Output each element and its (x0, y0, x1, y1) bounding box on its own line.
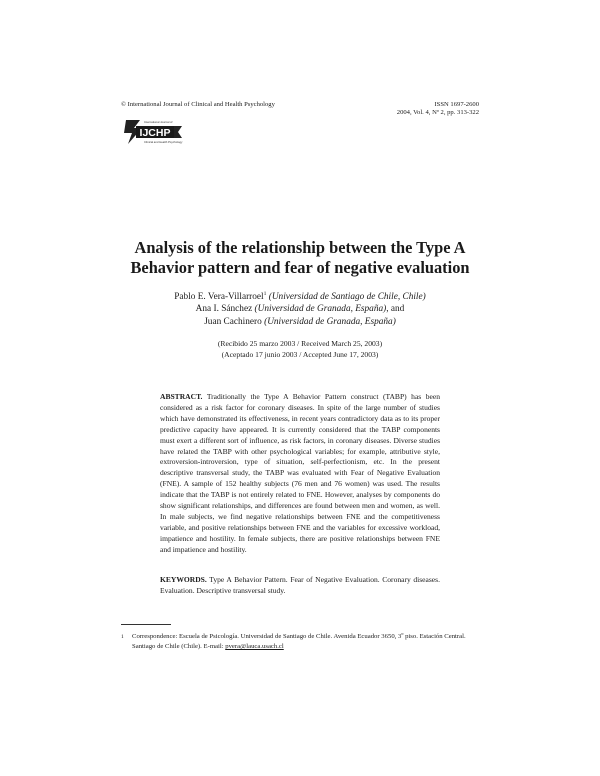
footnote-mark: 1 (263, 290, 267, 297)
journal-header: © International Journal of Clinical and Health Psychology (121, 101, 275, 108)
volume-info: 2004, Vol. 4, Nº 2, pp. 313-322 (396, 109, 479, 116)
footnote-divider (121, 624, 171, 625)
title-line-2: Behavior pattern and fear of negative evaluation (130, 257, 470, 277)
author-name: Ana I. Sánchez (195, 304, 253, 315)
svg-text:IJCHP: IJCHP (139, 127, 171, 139)
issn-header (397, 101, 479, 117)
accepted-date: (Aceptado 17 junio 2003 / Accepted June 17, 2003) (221, 350, 379, 359)
author-list (0, 291, 600, 328)
author-name: Pablo E. Vera-Villarroel (174, 292, 264, 302)
author-suffix: , and (386, 304, 405, 315)
footnote-text: Correspondence: Escuela de Psicología. Universidad de Santiago de Chile. Avenida Ecuador 3650, 3º piso. Estación Central. Santiago de Chile (Chile). E-mail: (132, 633, 466, 650)
author-name: Juan Cachinero (204, 316, 262, 327)
issn: ISSN 1697-2600 (434, 101, 479, 108)
paper-title (0, 238, 600, 277)
author-affiliation: (Universidad de Granada, España) (254, 304, 387, 315)
keywords (160, 575, 440, 597)
footnote-number: 1 (121, 634, 124, 640)
email-link[interactable]: pvera@lauca.usach.cl (225, 643, 284, 650)
author-line (0, 316, 600, 328)
author-line (0, 303, 600, 315)
author-affiliation: (Universidad de Granada, España) (264, 316, 396, 327)
abstract (160, 392, 440, 556)
submission-dates (0, 338, 600, 360)
received-date: (Recibido 25 marzo 2003 / Received March 25, 2003) (217, 339, 383, 348)
keywords-text: Type A Behavior Pattern. Fear of Negative Evaluation. Coronary diseases. Evaluation. Descriptive transversal study. (160, 575, 440, 595)
title-line-1: Analysis of the relationship between the Type A (134, 238, 466, 257)
abstract-text: Traditionally the Type A Behavior Pattern construct (TABP) has been considered as a risk factor for coronary diseases. In spite of the large number of studies which have demonstrated its effectiveness, in recent years contradictory data as to its proper predictive capacity have appeared. It is currently considered that the TABP components must exert a different sort of influence, as risk factors, in coronary diseases. Diverse studies have related the TABP with other psychological variables; for example, attributive style, extroversion-introversion, type of situation, self-perfectionism, etc. In the present descriptive transversal study, the TABP was evaluated with Fear of Negative Evaluation (FNE). A sample of 152 healthy subjects (76 men and 76 women) was used. The results indicate that the TABP is not entirely related to FNE. However, analyses by components do show significant relationships, and differences are found between men and women, as well. In male subjects, we find negative relationships between FNE and the competitiveness variable, and positive relationships between FNE and the variables for excessive workload, impatience and hostility. In female subjects, there are positive relationships between FNE and impatience and hostility. (160, 392, 440, 554)
author-line (0, 291, 600, 303)
footnote-text-block (121, 632, 481, 652)
author-affiliation: (Universidad de Santiago de Chile, Chile) (268, 292, 426, 302)
svg-text:International Journal of: International Journal of (144, 120, 173, 124)
abstract-label: ABSTRACT. (160, 392, 203, 401)
svg-text:Clinical and Health Psychology: Clinical and Health Psychology (144, 140, 183, 144)
keywords-label: KEYWORDS. (160, 575, 207, 584)
ijchp-logo (120, 117, 198, 147)
footnote (121, 632, 481, 652)
